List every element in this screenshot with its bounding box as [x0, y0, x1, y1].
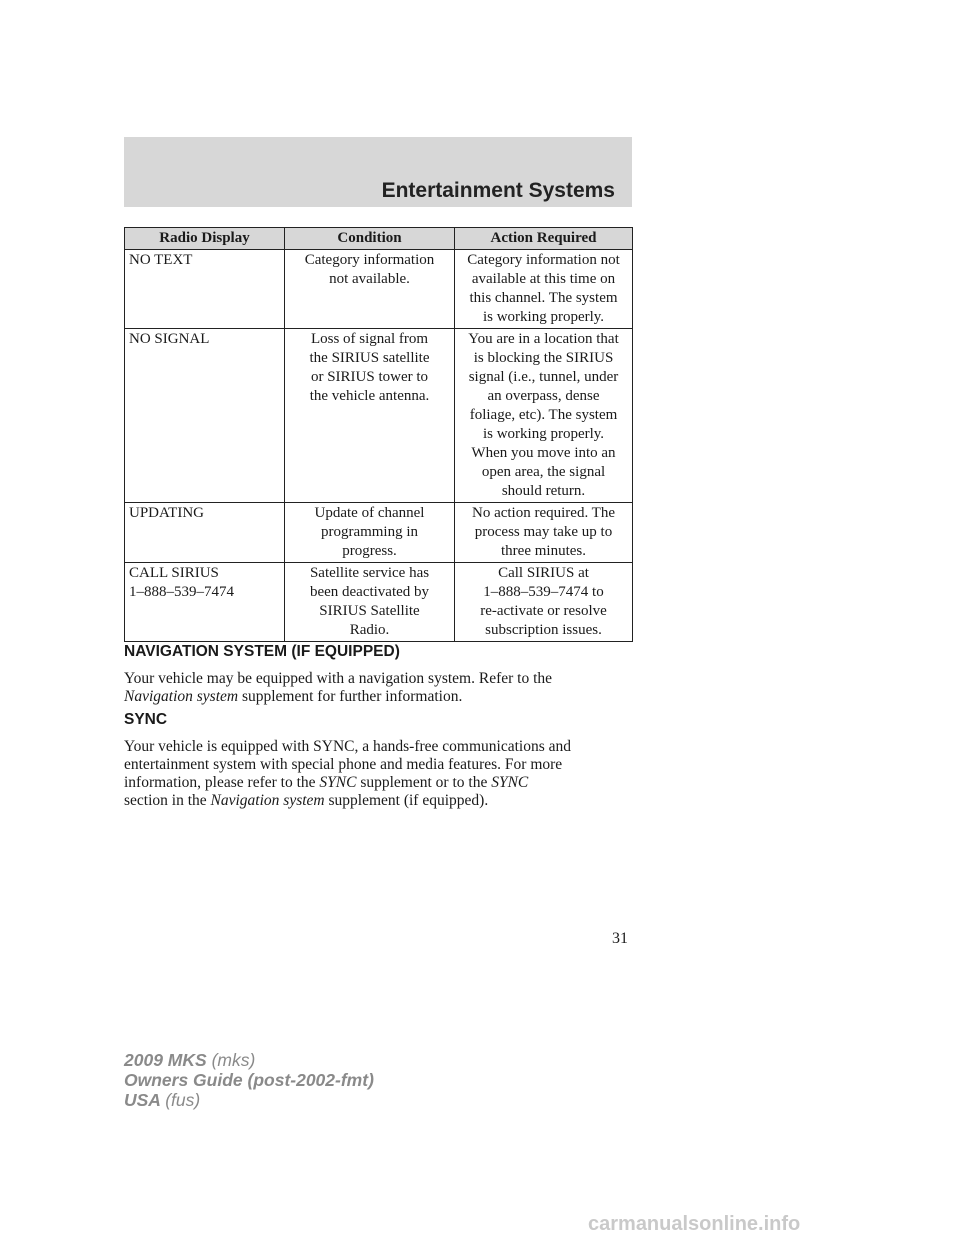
column-header-action-required: Action Required — [455, 228, 633, 250]
navigation-section — [124, 643, 644, 706]
cell-condition: Update of channel programming in progress. — [285, 503, 455, 563]
cell-action-required: Call SIRIUS at 1–888–539–7474 to re-activate or resolve subscription issues. — [455, 563, 633, 642]
footer-line-2: Owners Guide (post-2002-fmt) — [124, 1070, 374, 1090]
cell-radio-display: CALL SIRIUS 1–888–539–7474 — [125, 563, 285, 642]
footer-line-3 — [124, 1090, 374, 1110]
section-header-band — [124, 137, 632, 207]
column-header-condition: Condition — [285, 228, 455, 250]
cell-action-required: No action required. The process may take up to three minutes. — [455, 503, 633, 563]
footer-market-code: (fus) — [165, 1090, 201, 1110]
footer-model: 2009 MKS — [124, 1050, 207, 1070]
footer-market: USA — [124, 1090, 161, 1110]
cell-condition: Loss of signal from the SIRIUS satellite or SIRIUS tower to the vehicle antenna. — [285, 329, 455, 503]
navigation-paragraph — [124, 670, 644, 706]
navigation-system-ref-2: Navigation system — [210, 792, 325, 809]
sync-text-3: information, please refer to the — [124, 774, 316, 791]
sync-ref-2: SYNC — [491, 774, 529, 791]
radio-display-table — [124, 227, 633, 642]
section-title: Entertainment Systems — [381, 179, 615, 202]
sync-text-2: entertainment system with special phone and media features. For more — [124, 756, 563, 773]
sync-text-6: supplement (if equipped). — [328, 792, 489, 809]
footer-model-code: (mks) — [211, 1050, 256, 1070]
table-row — [125, 563, 633, 642]
cell-action-required: You are in a location that is blocking the SIRIUS signal (i.e., tunnel, under an overpass, dense foliage, etc). The system is working properly. When you move into an open area, the signal should return. — [455, 329, 633, 503]
table-row — [125, 250, 633, 329]
cell-condition: Satellite service has been deactivated by SIRIUS Satellite Radio. — [285, 563, 455, 642]
cell-condition: Category information not available. — [285, 250, 455, 329]
sync-text-1: Your vehicle is equipped with SYNC, a hands-free communications and — [124, 738, 571, 755]
sync-ref: SYNC — [319, 774, 357, 791]
footer-line-1 — [124, 1050, 374, 1070]
navigation-text-1: Your vehicle may be equipped with a navigation system. Refer to the — [124, 670, 553, 687]
document-footer — [124, 1050, 374, 1110]
sync-text-4: supplement or to the — [360, 774, 488, 791]
cell-action-required: Category information not available at this time on this channel. The system is working properly. — [455, 250, 633, 329]
watermark: carmanualsonline.info — [588, 1213, 801, 1235]
table-row — [125, 503, 633, 563]
navigation-system-ref: Navigation system — [124, 688, 239, 705]
column-header-radio-display: Radio Display — [125, 228, 285, 250]
sync-text-5: section in the — [124, 792, 207, 809]
sync-heading: SYNC — [124, 711, 168, 728]
page-number: 31 — [612, 930, 628, 947]
cell-radio-display: NO TEXT — [125, 250, 285, 329]
table-row — [125, 329, 633, 503]
navigation-heading: NAVIGATION SYSTEM (IF EQUIPPED) — [124, 643, 400, 660]
navigation-text-2: supplement for further information. — [241, 688, 463, 705]
sync-paragraph — [124, 738, 644, 810]
cell-radio-display: UPDATING — [125, 503, 285, 563]
cell-radio-display: NO SIGNAL — [125, 329, 285, 503]
table-header-row — [125, 228, 633, 250]
sync-section — [124, 711, 644, 810]
